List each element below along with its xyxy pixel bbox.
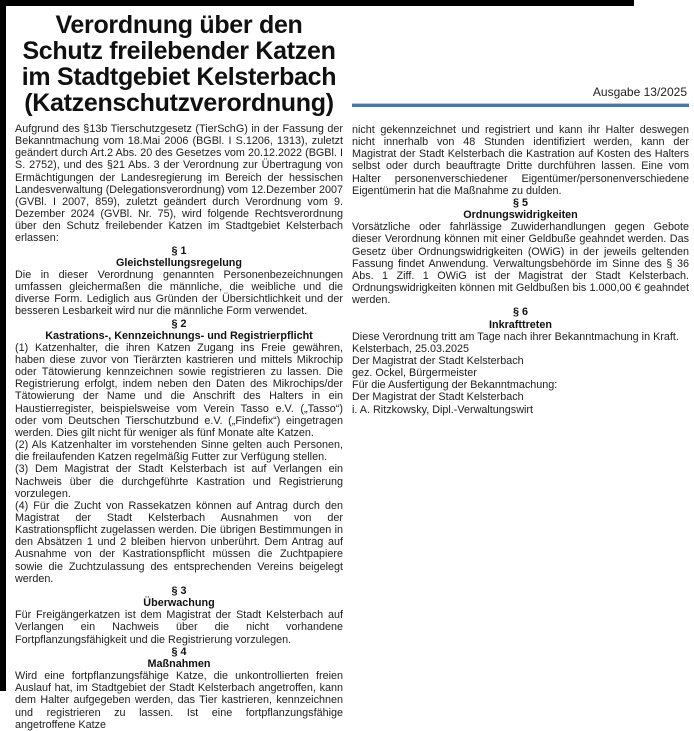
signature-line-mayor: gez. Ockel, Bürgermeister <box>352 367 477 380</box>
section-2-paragraph-2: (2) Als Katzenhalter im vorstehenden Sinne gelten auch Personen, die freilaufenden Katzen regelmäßig Futter zur Verfügung stellen. <box>15 439 343 464</box>
signature-line-magistrat-2: Der Magistrat der Stadt Kelsterbach <box>352 391 524 404</box>
section-2 <box>15 318 343 585</box>
section-6-number: § 6 <box>512 306 528 319</box>
title-line-2: Schutz freilebender Katzen <box>22 37 336 65</box>
scan-border-top <box>0 0 634 6</box>
signature-line-clerk: i. A. Ritzkowsky, Dipl.-Verwaltungswirt <box>352 403 533 416</box>
section-4-heading: Maßnahmen <box>147 657 211 670</box>
section-5-number: § 5 <box>512 196 528 209</box>
section-2-heading: Kastrations-, Kennzeichnungs- und Registrierpflicht <box>45 329 313 342</box>
document-title <box>15 12 343 116</box>
section-6-heading: Inkrafttreten <box>489 318 552 331</box>
section-3-heading: Überwachung <box>143 597 215 610</box>
section-6-paragraph: Diese Verordnung tritt am Tage nach ihrer Bekanntmachung in Kraft. <box>352 330 679 343</box>
right-column <box>352 86 689 416</box>
section-1-paragraph: Die in dieser Verordnung genannten Personenbezeichnungen umfassen gleichermaßen die männliche, die weibliche und die diverse Form. Lediglich aus Gründen der Übersichtlichkeit und der besseren Lesbarkeit wird nur die männliche Form verwendet. <box>15 268 343 318</box>
section-2-paragraph-4: (4) Für die Zucht von Rassekatzen können auf Antrag durch den Magistrat der Stadt Kelsterbach Ausnahmen von der Kastrationspflicht zugelassen werden. Die übrigen Bestimmungen in den Absätzen 1 und 2 bleiben hiervon unberührt. Dem Antrag auf Ausnahme von der Kastrationspflicht müssen die Zuchtpapiere sowie die Zuchtzulassung des entsprechenden Vereins beigelegt werden. <box>15 499 343 585</box>
title-line-1: Verordnung über den <box>55 11 303 39</box>
title-line-4: (Katzenschutzverordnung) <box>24 89 334 117</box>
section-2-paragraph-1: (1) Katzenhalter, die ihren Katzen Zugang ins Freie gewähren, haben diese zuvor von Tierärzten kastrieren und mittels Mikrochip oder Tätowierung kennzeichnen sowie registrieren zu lassen. Die Registrierung erfolgt, indem neben den Daten des Mikrochips/der Tätowierung der Name und die Anschrift des Halters in ein Haustierregister, beispielsweise vom Verein Tasso e.V. („Tasso“) oder vom Deutschen Tierschutzbund e.V. („Findefix“) eingetragen werden. Dies gilt nicht für weniger als fünf Monate alte Katzen. <box>15 341 343 439</box>
section-5 <box>352 197 689 306</box>
section-4-continuation-paragraph: nicht gekennzeichnet und registriert und kann ihr Halter deswegen nicht innerhalb von 48 Stunden identifiziert werden, kann der Magistrat der Stadt Kelsterbach die Kastration auf Kosten des Halters selbst oder durch beauftragte Dritte durchführen lassen. Eine vom Halter personenverschiedener Eigentümer/personenverschiedene Eigentümerin hat die Maßnahme zu dulden. <box>352 124 689 197</box>
section-5-paragraph: Vorsätzliche oder fahrlässige Zuwiderhandlungen gegen Gebote dieser Verordnung können mit einer Geldbuße geahndet werden. Das Gesetz über Ordnungswidrigkeiten (OWiG) in der jeweils geltenden Fassung findet Anwendung. Verwaltungsbehörde im Sinne des § 36 Abs. 1 Ziff. 1 OWiG ist der Magistrat der Stadt Kelsterbach. Ordnungswidrigkeiten können mit Geldbußen bis 1.000,00 € geahndet werden. <box>352 221 689 307</box>
scan-border-left <box>0 0 6 691</box>
section-2-number: § 2 <box>171 317 187 330</box>
signature-line-place-date: Kelsterbach, 25.03.2025 <box>352 342 470 355</box>
signature-line-ausfertigung: Für die Ausfertigung der Bekanntmachung: <box>352 379 558 392</box>
section-3-paragraph: Für Freigängerkatzen ist dem Magistrat der Stadt Kelsterbach auf Verlangen ein Nachweis über die nicht vorhandene Fortpflanzungsfähigkeit und die Registrierung vorzulegen. <box>15 609 343 646</box>
section-4 <box>15 646 343 731</box>
section-1-number: § 1 <box>171 244 187 257</box>
header-rule <box>352 103 689 107</box>
signature-line-magistrat-1: Der Magistrat der Stadt Kelsterbach <box>352 354 524 367</box>
issue-label: Ausgabe 13/2025 <box>592 85 687 99</box>
section-5-heading: Ordnungswidrigkeiten <box>463 209 578 222</box>
section-1 <box>15 245 343 318</box>
intro-paragraph: Aufgrund des §13b Tierschutzgesetz (TierSchG) in der Fassung der Bekanntmachung vom 18.Mai 2006 (BGBl. I S.1206, 1313), zuletzt geändert durch Art.2 Abs. 20 des Gesetzes vom 20.12.2022 (BGBl. I S. 2752), und des §21 Abs. 3 der Verordnung zur Übertragung von Ermächtigungen der Landesregierung im Bereich der hessischen Landesverwaltung (Delegationsverordnung) vom 12.Dezember 2007 (GVBl. I 2007, 859), zuletzt geändert durch Verordnung vom 9. Dezember 2024 (GVBl. Nr. 75), wird folgende Rechtsverordnung über den Schutz freilebender Katzen im Stadtgebiet Kelsterbach erlassen: <box>15 123 343 245</box>
signature-block <box>352 343 689 416</box>
section-2-paragraph-3: (3) Dem Magistrat der Stadt Kelsterbach ist auf Verlangen ein Nachweis über die durchgeführte Kastration und Registrierung vorzulegen. <box>15 463 343 500</box>
section-3-number: § 3 <box>171 584 187 597</box>
left-column <box>15 12 343 731</box>
section-4-paragraph: Wird eine fortpflanzungsfähige Katze, die unkontrollierten freien Auslauf hat, im Stadtgebiet der Stadt Kelsterbach angetroffen, kann dem Halter aufgegeben werden, das Tier kastrieren, kennzeichnen und registrieren zu lassen. Ist eine fortpflanzungsfähige angetroffene Katze <box>15 670 343 731</box>
section-6 <box>352 306 689 342</box>
title-line-3: im Stadtgebiet Kelsterbach <box>21 63 337 91</box>
section-3 <box>15 585 343 646</box>
section-4-number: § 4 <box>171 645 187 658</box>
section-1-heading: Gleichstellungsregelung <box>116 256 242 269</box>
